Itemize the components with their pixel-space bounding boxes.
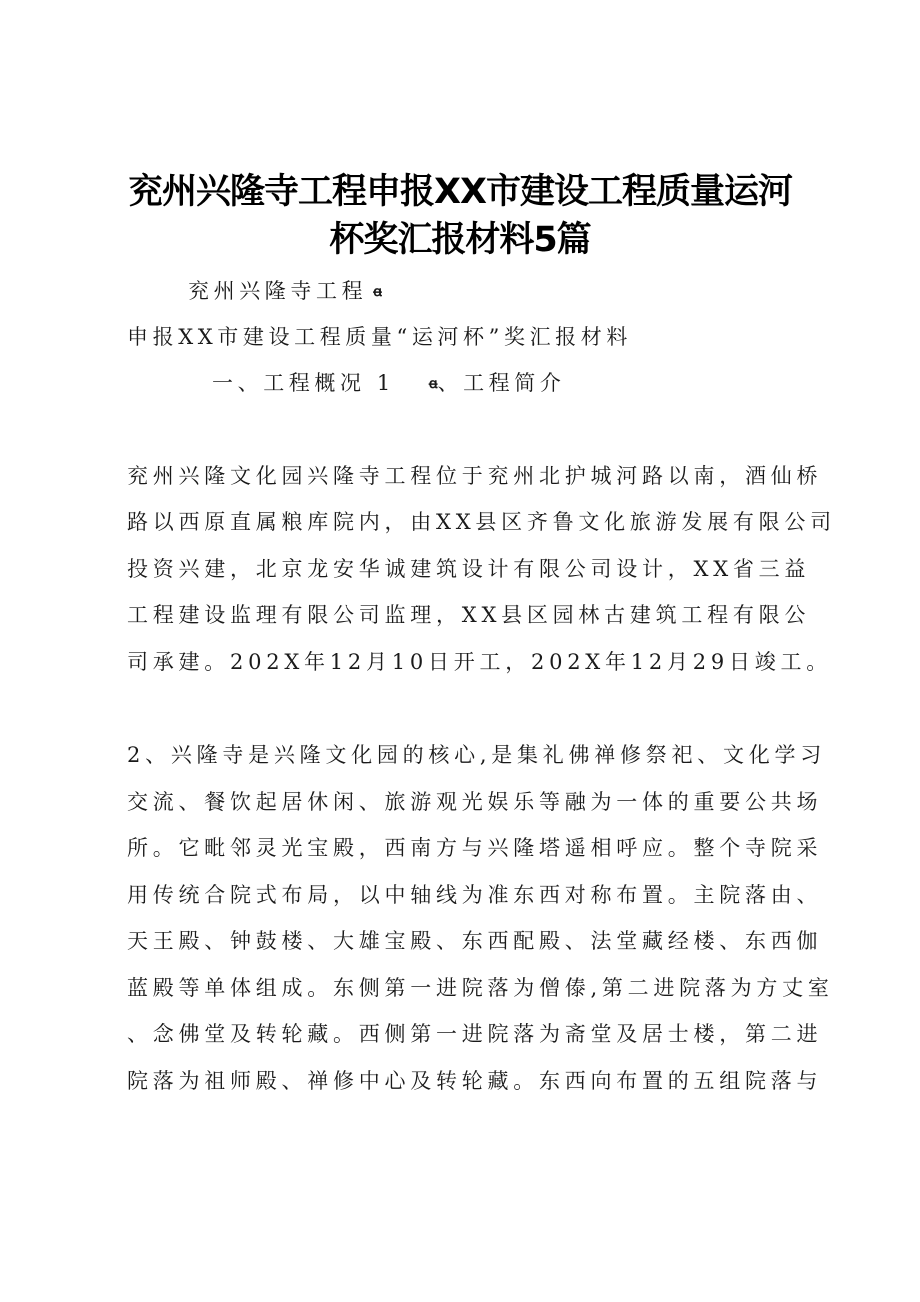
stray-glyph-icon: ꬰ xyxy=(373,284,382,300)
section-heading xyxy=(212,369,565,398)
paragraph-line: 2、兴隆寺是兴隆文化园的核心,是集礼佛禅修祭祀、文化学习 xyxy=(127,743,827,767)
paragraph-line: 用传统合院式布局，以中轴线为准东西对称布置。主院落由、 xyxy=(127,883,823,907)
title-line-1: 兖州兴隆寺工程申报XX市建设工程质量运河 xyxy=(128,172,792,212)
document-title xyxy=(100,168,820,264)
paragraph-line: 交流、餐饮起居休闲、旅游观光娱乐等融为一体的重要公共场 xyxy=(127,790,823,814)
paragraph-line: 天王殿、钟鼓楼、大雄宝殿、东西配殿、法堂藏经楼、东西伽 xyxy=(127,929,823,953)
section-heading-part-a: 一、工程概况 1 xyxy=(212,371,395,395)
paragraph-line: 、念佛堂及转轮藏。西侧第一进院落为斋堂及居士楼，第二进 xyxy=(127,1022,823,1046)
project-name: 兖州兴隆寺工程 xyxy=(188,279,368,303)
title-line-2: 杯奖汇报材料5篇 xyxy=(329,220,591,260)
section-heading-part-b: 、工程简介 xyxy=(437,371,566,395)
paragraph-line: 路以西原直属粮库院内，由XX县区齐鲁文化旅游发展有限公司 xyxy=(127,510,836,534)
report-title: 申报XX市建设工程质量“运河杯”奖汇报材料 xyxy=(127,325,632,349)
paragraph-line: 兖州兴隆文化园兴隆寺工程位于兖州北护城河路以南，酒仙桥 xyxy=(127,464,823,488)
project-name-line xyxy=(188,277,388,306)
stray-glyph-icon: ꬰ xyxy=(428,376,438,392)
paragraph-line: 工程建设监理有限公司监理，XX县区园林古建筑工程有限公 xyxy=(127,603,811,627)
paragraph-line: 院落为祖师殿、禅修中心及转轮藏。东西向布置的五组院落与 xyxy=(127,1069,823,1093)
paragraph-line: 投资兴建，北京龙安华诚建筑设计有限公司设计，XX省三益 xyxy=(127,557,811,581)
paragraph-line: 所。它毗邻灵光宝殿，西南方与兴隆塔遥相呼应。整个寺院采 xyxy=(127,836,823,860)
paragraph-line: 蓝殿等单体组成。东侧第一进院落为僧傣,第二进院落为方丈室 xyxy=(127,976,834,1000)
paragraph-line: 司承建。202X年12月10日开工，202X年12月29日竣工。 xyxy=(127,650,832,674)
